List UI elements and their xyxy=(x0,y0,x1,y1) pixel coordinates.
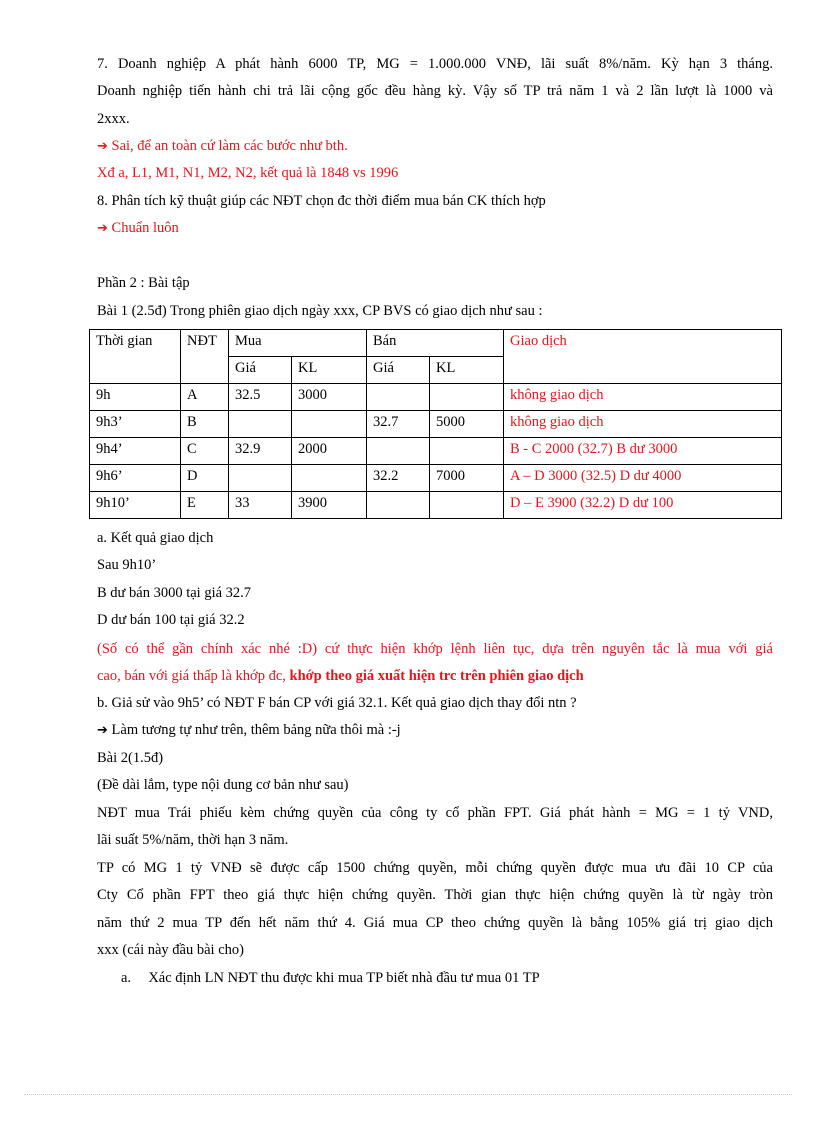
bai2-p1-line-1: NĐT mua Trái phiếu kèm chứng quyền của công ty cổ phần FPT. Giá phát hành = MG = 1 tỷ VND, xyxy=(97,805,773,821)
bai1-intro: Bài 1 (2.5đ) Trong phiên giao dịch ngày xxx, CP BVS có giao dịch như sau : xyxy=(97,303,543,319)
result-b-question: b. Giả sử vào 9h5’ có NĐT F bán CP với giá 32.1. Kết quả giao dịch thay đổi ntn ? xyxy=(97,695,577,711)
q7-line-2: Doanh nghiệp tiến hành chi trả lãi cộng gốc đều hàng kỳ. Vậy số TP trả năm 1 và 2 lần lượt là 1000 và xyxy=(97,83,773,99)
result-a-title: a. Kết quả giao dịch xyxy=(97,530,214,546)
table-row xyxy=(90,492,782,519)
cell-investor: A xyxy=(181,384,229,411)
bai2-item-a-marker: a. xyxy=(121,970,132,986)
bai2-item-a xyxy=(121,969,540,987)
cell-buy-volume: 2000 xyxy=(292,438,367,465)
arrow-icon: ➔ xyxy=(97,221,108,236)
cell-trade: D – E 3900 (32.2) D dư 100 xyxy=(504,492,782,519)
cell-investor: B xyxy=(181,411,229,438)
result-note-line-2 xyxy=(97,667,584,685)
cell-buy-volume xyxy=(292,411,367,438)
cell-time: 9h4’ xyxy=(90,438,181,465)
table-row xyxy=(90,465,782,492)
cell-sell-price: 32.7 xyxy=(367,411,430,438)
result-d-remaining: D dư bán 100 tại giá 32.2 xyxy=(97,612,245,628)
bai2-p2-line-2: Cty Cổ phần FPT theo giá thực hiện chứng quyền. Thời gian thực hiện chứng quyền là từ ngày tròn xyxy=(97,887,773,903)
header-buy-price: Giá xyxy=(229,357,292,384)
result-note-bold: khớp theo giá xuất hiện trc trên phiên giao dịch xyxy=(289,668,584,684)
cell-investor: E xyxy=(181,492,229,519)
table-row xyxy=(90,384,782,411)
cell-sell-volume xyxy=(430,492,504,519)
arrow-icon: ➔ xyxy=(97,139,108,154)
bai2-title: Bài 2(1.5đ) xyxy=(97,750,164,766)
q8-answer xyxy=(97,219,179,238)
cell-buy-price xyxy=(229,411,292,438)
cell-sell-price xyxy=(367,492,430,519)
result-after: Sau 9h10’ xyxy=(97,557,157,573)
cell-trade: B - C 2000 (32.7) B dư 3000 xyxy=(504,438,782,465)
result-note-line-1: (Số có thể gần chính xác nhé :D) cứ thực hiện khớp lệnh liên tục, dựa trên nguyên tắc là mua với giá xyxy=(97,641,773,657)
cell-sell-price xyxy=(367,438,430,465)
header-buy: Mua xyxy=(229,330,367,357)
table-row xyxy=(90,411,782,438)
bai2-p1-line-2: lãi suất 5%/năm, thời hạn 3 năm. xyxy=(97,832,289,848)
q7-line-3: 2xxx. xyxy=(97,111,130,127)
bai2-p2-line-4: xxx (cái này đầu bài cho) xyxy=(97,942,244,958)
cell-trade: A – D 3000 (32.5) D dư 4000 xyxy=(504,465,782,492)
bai2-p2-line-1: TP có MG 1 tỷ VNĐ sẽ được cấp 1500 chứng quyền, mỗi chứng quyền được mua ưu đãi 10 CP của xyxy=(97,860,773,876)
header-investor: NĐT xyxy=(181,330,229,384)
header-time: Thời gian xyxy=(90,330,181,384)
cell-buy-volume xyxy=(292,465,367,492)
header-sell: Bán xyxy=(367,330,504,357)
q7-line-1: 7. Doanh nghiệp A phát hành 6000 TP, MG = 1.000.000 VNĐ, lãi suất 8%/năm. Kỳ hạn 3 tháng. xyxy=(97,56,773,72)
header-trade: Giao dịch xyxy=(504,330,782,384)
q8-line-1: 8. Phân tích kỹ thuật giúp các NĐT chọn đc thời điểm mua bán CK thích hợp xyxy=(97,193,546,209)
cell-buy-price: 32.5 xyxy=(229,384,292,411)
cell-time: 9h3’ xyxy=(90,411,181,438)
cell-sell-volume: 7000 xyxy=(430,465,504,492)
cell-buy-volume: 3000 xyxy=(292,384,367,411)
cell-trade: không giao dịch xyxy=(504,384,782,411)
cell-time: 9h10’ xyxy=(90,492,181,519)
trading-table xyxy=(89,329,782,519)
bai2-p2-line-3: năm thứ 2 mua TP đến hết năm thứ 4. Giá mua CP theo chứng quyền là bằng 105% giá trị giao dịch xyxy=(97,915,773,931)
page-bottom-divider xyxy=(24,1094,792,1095)
result-b-answer-text: Làm tương tự như trên, thêm bảng nữa thôi mà :-j xyxy=(111,722,401,738)
cell-sell-volume: 5000 xyxy=(430,411,504,438)
cell-sell-volume xyxy=(430,384,504,411)
q7-answer-1-text: Sai, để an toàn cứ làm các bước như bth. xyxy=(111,138,348,154)
result-note-plain: cao, bán với giá thấp là khớp đc, xyxy=(97,668,290,684)
cell-sell-volume xyxy=(430,438,504,465)
q7-answer-1 xyxy=(97,137,348,156)
cell-buy-price xyxy=(229,465,292,492)
result-b-answer xyxy=(97,721,401,740)
cell-time: 9h xyxy=(90,384,181,411)
cell-buy-volume: 3900 xyxy=(292,492,367,519)
part2-heading: Phần 2 : Bài tập xyxy=(97,275,190,291)
cell-sell-price: 32.2 xyxy=(367,465,430,492)
q7-answer-2: Xđ a, L1, M1, N1, M2, N2, kết quả là 1848 vs 1996 xyxy=(97,165,399,181)
header-buy-volume: KL xyxy=(292,357,367,384)
bai2-note: (Đề dài lắm, type nội dung cơ bản như sau) xyxy=(97,777,349,793)
cell-trade: không giao dịch xyxy=(504,411,782,438)
q8-answer-text: Chuẩn luôn xyxy=(111,220,179,236)
arrow-icon: ➔ xyxy=(97,723,108,738)
header-sell-price: Giá xyxy=(367,357,430,384)
table-header-row xyxy=(90,330,782,357)
cell-buy-price: 33 xyxy=(229,492,292,519)
table-row xyxy=(90,438,782,465)
cell-time: 9h6’ xyxy=(90,465,181,492)
cell-investor: C xyxy=(181,438,229,465)
header-sell-volume: KL xyxy=(430,357,504,384)
cell-sell-price xyxy=(367,384,430,411)
bai2-item-a-text: Xác định LN NĐT thu được khi mua TP biết nhà đầu tư mua 01 TP xyxy=(148,970,540,986)
cell-investor: D xyxy=(181,465,229,492)
result-b-remaining: B dư bán 3000 tại giá 32.7 xyxy=(97,585,252,601)
cell-buy-price: 32.9 xyxy=(229,438,292,465)
